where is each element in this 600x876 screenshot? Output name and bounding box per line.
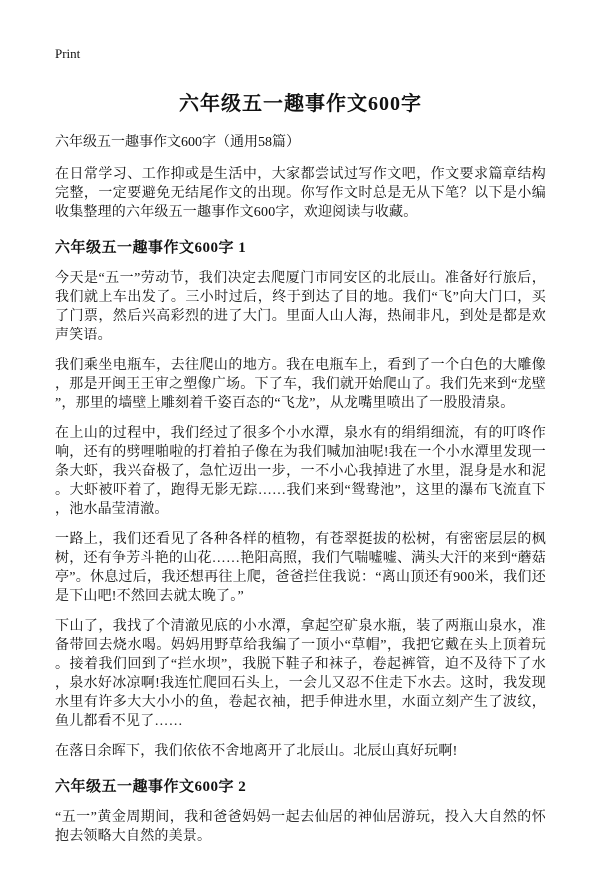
intro-paragraph: 在日常学习、工作抑或是生活中，大家都尝试过写作文吧，作文要求篇章结构完整，一定要避免无结尾作文的出现。你写作文时总是无从下笔？以下是小编收集整理的六年级五一趣事作文600字，欢迎阅读与收藏。 [55,167,546,220]
section-1-paragraph-4: 一路上，我们还看见了各种各样的植物，有苍翠挺拔的松树，有密密层层的枫树，还有争芳斗艳的山花……艳阳高照，我们气喘嘘嘘、满头大汗的来到“蘑菇亭”。休息过后，我还想再往上爬，爸爸拦住我说：“离山顶还有900米，我们还是下山吧!不然回去就太晚了。” [55,532,546,604]
subtitle: 六年级五一趣事作文600字（通用58篇） [55,135,300,150]
section-2-heading: 六年级五一趣事作文600字 2 [55,779,247,795]
page-title: 六年级五一趣事作文600字 [179,93,422,115]
print-link[interactable]: Print [55,46,81,61]
section-2-paragraph-1: “五一”黄金周期间，我和爸爸妈妈一起去仙居的神仙居游玩，投入大自然的怀抱去领略大自然的美景。 [55,810,546,844]
section-1-paragraph-3: 在上山的过程中，我们经过了很多个小水潭，泉水有的绢绢细流，有的叮咚作响，还有的劈哩啪啦的打着拍子像在为我们喊加油呢!我在一个小水潭里发现一条大虾，我兴奋极了，急忙迈出一步，一不小心我掉进了水里，混身是水和泥。大虾被吓着了，跑得无影无踪……我们来到“鸳鸯池”，这里的瀑布飞流直下，池水晶莹清澈。 [55,426,546,517]
section-1-paragraph-2: 我们乘坐电瓶车，去往爬山的地方。我在电瓶车上，看到了一个白色的大雕像，那是开闽王王审之塑像广场。下了车，我们就开始爬山了。我们先来到“龙壁”，那里的墙壁上雕刻着千姿百态的“飞龙”，从龙嘴里喷出了一股股清泉。 [55,358,546,411]
section-1-heading: 六年级五一趣事作文600字 1 [55,240,247,256]
section-1-paragraph-5: 下山了，我找了个清澈见底的小水潭，拿起空矿泉水瓶，装了两瓶山泉水，准备带回去烧水喝。妈妈用野草给我编了一顶小“草帽”，我把它戴在头上顶着玩。接着我们回到了“拦水坝”，我脱下鞋子和袜子，卷起裤管，迫不及待下了水，泉水好冰凉啊!我连忙爬回石头上，一会儿又忍不住走下水去。这时，我发现水里有许多大大小小的鱼，卷起衣袖，把手伸进水里，水面立刻产生了波纹，鱼儿都看不见了…… [55,619,546,729]
section-1-paragraph-1: 今天是“五一”劳动节，我们决定去爬厦门市同安区的北辰山。准备好行旅后，我们就上车出发了。三小时过后，终于到达了目的地。我们“飞”向大门口，买了门票，然后兴高彩烈的进了大门。里面人山人海，热闹非凡，到处是都是欢声笑语。 [55,271,546,343]
section-1-paragraph-6: 在落日余晖下，我们依依不舍地离开了北辰山。北辰山真好玩啊! [55,744,458,759]
